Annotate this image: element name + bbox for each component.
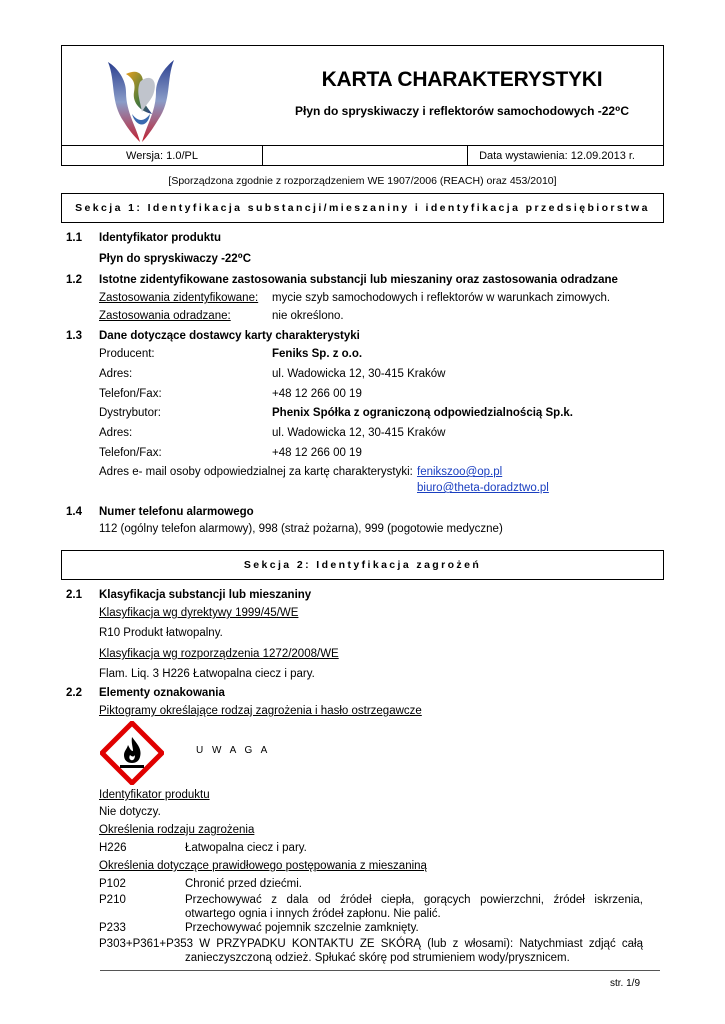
section-number: 2.1 bbox=[66, 589, 82, 601]
product-subtitle: Płyn do spryskiwaczy i reflektorów samochodowych -22⁰C bbox=[294, 104, 630, 118]
field-value: Flam. Liq. 3 H226 Łatwopalna ciecz i pary. bbox=[99, 668, 315, 680]
precaution-text: Przechowywać pojemnik szczelnie zamknięty. bbox=[185, 922, 419, 934]
field-value: nie określono. bbox=[272, 310, 344, 322]
field-label: Dystrybutor: bbox=[99, 407, 161, 419]
version-cell: Wersja: 1.0/PL bbox=[62, 146, 263, 165]
regulation-basis: [Sporządzona zgodnie z rozporządzeniem WE 1907/2006 (REACH) oraz 453/2010] bbox=[168, 175, 557, 187]
product-name: Płyn do spryskiwaczy -22⁰C bbox=[99, 253, 252, 265]
field-label: Producent: bbox=[99, 348, 155, 360]
footer-divider bbox=[100, 970, 660, 971]
hazard-text: Łatwopalna ciecz i pary. bbox=[185, 842, 307, 854]
precaution-text: Przechowywać z dala od źródeł ciepła, gorących powierzchni, źródeł iskrzenia, bbox=[185, 894, 643, 906]
field-label: Adres: bbox=[99, 368, 133, 380]
field-label: Adres e- mail osoby odpowiedzialnej za kartę charakterystyki: bbox=[99, 466, 413, 478]
field-label: Klasyfikacja wg dyrektywy 1999/45/WE bbox=[99, 607, 299, 619]
flame-hazard-pictogram-icon bbox=[100, 721, 164, 785]
field-value: mycie szyb samochodowych i reflektorów w warunkach zimowych. bbox=[272, 292, 611, 304]
field-value: +48 12 266 00 19 bbox=[272, 447, 362, 459]
field-label: Telefon/Fax: bbox=[99, 447, 162, 459]
email-link[interactable]: biuro@theta-doradztwo.pl bbox=[417, 482, 549, 494]
field-value: ul. Wadowicka 12, 30-415 Kraków bbox=[272, 427, 446, 439]
subsection-heading: Klasyfikacja substancji lub mieszaniny bbox=[99, 589, 312, 601]
field-label: Telefon/Fax: bbox=[99, 388, 162, 400]
field-label: Identyfikator produktu bbox=[99, 789, 210, 801]
emergency-numbers: 112 (ogólny telefon alarmowy), 998 (straż pożarna), 999 (pogotowie medyczne) bbox=[99, 523, 503, 535]
signal-word: U W A G A bbox=[196, 745, 271, 756]
field-value: R10 Produkt łatwopalny. bbox=[99, 627, 223, 639]
section-number: 1.4 bbox=[66, 506, 82, 518]
section-2-header: Sekcja 2: Identyfikacja zagrożeń bbox=[61, 550, 664, 580]
subsection-heading: Identyfikator produktu bbox=[99, 232, 222, 244]
field-value: ul. Wadowicka 12, 30-415 Kraków bbox=[272, 368, 446, 380]
company-logo-icon bbox=[96, 52, 186, 144]
section-number: 2.2 bbox=[66, 687, 82, 699]
precaution-text: Chronić przed dziećmi. bbox=[185, 878, 302, 890]
precaution-text: P303+P361+P353 W PRZYPADKU KONTAKTU ZE SKÓRĄ (lub z włosami): Natychmiast zdjąć całą bbox=[99, 938, 643, 950]
field-value: Nie dotyczy. bbox=[99, 806, 161, 818]
field-label: Określenia rodzaju zagrożenia bbox=[99, 824, 255, 836]
email-link[interactable]: fenikszoo@op.pl bbox=[417, 466, 503, 478]
field-value: +48 12 266 00 19 bbox=[272, 388, 362, 400]
field-value: Feniks Sp. z o.o. bbox=[272, 348, 363, 360]
subsection-heading: Dane dotyczące dostawcy karty charakterystyki bbox=[99, 330, 360, 342]
subsection-heading: Numer telefonu alarmowego bbox=[99, 506, 254, 518]
field-label: Piktogramy określające rodzaj zagrożenia i hasło ostrzegawcze bbox=[99, 705, 422, 717]
document-title: KARTA CHARAKTERYSTYKI bbox=[321, 68, 603, 91]
field-label: Zastosowania odradzane: bbox=[99, 310, 231, 322]
precaution-code: P233 bbox=[99, 922, 126, 934]
precaution-code: P102 bbox=[99, 878, 126, 890]
hazard-code: H226 bbox=[99, 842, 127, 854]
meta-row bbox=[61, 145, 664, 166]
subsection-heading: Istotne zidentyfikowane zastosowania substancji lub mieszaniny oraz zastosowania odradzane bbox=[99, 274, 618, 286]
precaution-text: otwartego ognia i innych źródeł zapłonu. Nie palić. bbox=[185, 908, 441, 920]
field-label: Zastosowania zidentyfikowane: bbox=[99, 292, 259, 304]
field-label: Klasyfikacja wg rozporządzenia 1272/2008/WE bbox=[99, 648, 339, 660]
section-number: 1.2 bbox=[66, 274, 82, 286]
page-number: str. 1/9 bbox=[610, 978, 641, 989]
empty-cell bbox=[263, 146, 468, 165]
section-number: 1.1 bbox=[66, 232, 82, 244]
precaution-text: zanieczyszczoną odzież. Spłukać skórę pod strumieniem wody/prysznicem. bbox=[185, 952, 570, 964]
field-label: Adres: bbox=[99, 427, 133, 439]
issue-date-cell: Data wystawienia: 12.09.2013 r. bbox=[479, 149, 635, 162]
field-value: Phenix Spółka z ograniczoną odpowiedzialnością Sp.k. bbox=[272, 407, 573, 419]
section-number: 1.3 bbox=[66, 330, 82, 342]
subsection-heading: Elementy oznakowania bbox=[99, 687, 225, 699]
field-label: Określenia dotyczące prawidłowego postępowania z mieszaniną bbox=[99, 860, 427, 872]
section-1-header: Sekcja 1: Identyfikacja substancji/mieszaniny i identyfikacja przedsiębiorstwa bbox=[61, 193, 664, 223]
precaution-code: P210 bbox=[99, 894, 126, 906]
